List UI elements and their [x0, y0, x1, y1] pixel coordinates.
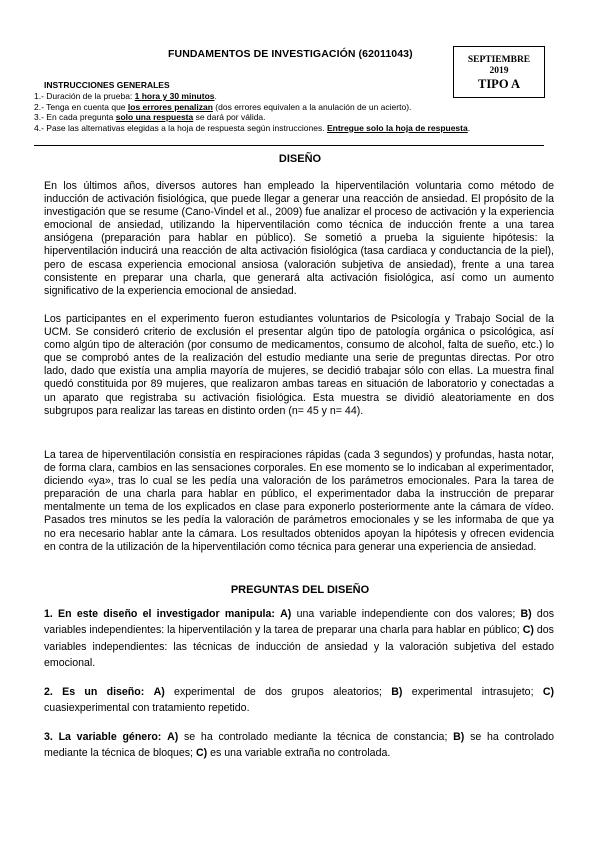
question-1: 1. En este diseño el investigador manipula: A) una variable independiente con dos valores; B) dos variables independientes: la hiperventilación y la tarea de preparar una charla para hablar en público; C) dos variables independientes: las técnicas de inducción de ansiedad y la valoración subjetiva del estado emocional.: [44, 608, 555, 669]
instruction-emphasis: 1 hora y 30 minutos: [134, 91, 215, 101]
instruction-item: 3.- En cada pregunta solo una respuesta se dará por válida.: [34, 112, 266, 123]
design-heading: DISEÑO: [278, 153, 322, 165]
instruction-emphasis: los errores penalizan: [127, 101, 213, 112]
instruction-item: 2.- Tenga en cuenta que los errores penalizan (dos errores equivalen a la anulación de un acierto).: [34, 101, 412, 112]
design-paragraph: La tarea de hiperventilación consistía en respiraciones rápidas (cada 3 segundos) y profundas, hasta notar, de forma clara, cambios en las sensaciones corporales. En ese momento se lo indicaban al experimentador, diciendo «ya», tras lo cual se les pedía una valoración de los parámetros emocionales. Para la tarea de preparación de una charla para hablar en público, el experimentador daba la instrucción de preparar mentalmente un tema de los explicados en clase para exponerlo posteriormente ante la cámara de vídeo. Pasados tres minutos se les pedía la valoración de parámetros emocionales y se les informaba de que ya no era necesario hablar ante la cámara. Los resultados obtenidos apoyan la hipótesis y ofrecen evidencia en contra de la utilización de la hiperventilación como técnica para generar una experiencia de ansiedad.: [44, 449, 554, 553]
questions-heading: PREGUNTAS DEL DISEÑO: [230, 584, 370, 596]
instruction-emphasis: Entregue solo la hoja de respuesta: [326, 122, 468, 133]
design-paragraph: En los últimos años, diversos autores han empleado la hiperventilación voluntaria como método de inducción de activación fisiológica, que puede llegar a generar una reacción de ansiedad. El propósito de la investigación que se resume (Cano-Vindel et al., 2009) fue analizar el proceso de activación y la experiencia emocional de ansiedad, utilizando la hiperventilación como técnica de inducción frente a una tarea ansiógena (preparación para hablar en público). Se sometió a prueba la siguiente hipótesis: la hiperventilación inducirá una reacción de alta activación fisiológica (tasa cardiaca y conductancia de la piel), pero de escasa experiencia emocional ansiosa (valoración subjetiva de ansiedad), frente a una tarea consistente en preparar una charla, que generará alta activación fisiológica, así como un aumento significativo de la experiencia emocional de ansiedad.: [44, 180, 554, 297]
question-2: 2. Es un diseño: A) experimental de dos grupos aleatorios; B) experimental intrasujeto; C) cuasiexperimental con tratamiento repetido.: [44, 686, 554, 715]
question-3: 3. La variable género: A) se ha controlado mediante la técnica de constancia; B) se ha controlado mediante la técnica de bloques; C) es una variable extraña no controlada.: [44, 731, 554, 760]
instruction-item: 4.- Pase las alternativas elegidas a la hoja de respuesta según instrucciones. Entregue solo la hoja de respuesta.: [34, 122, 471, 133]
instructions-list: [34, 91, 564, 133]
instructions-title: INSTRUCCIONES GENERALES: [44, 80, 170, 90]
design-paragraph: Los participantes en el experimento fueron estudiantes voluntarios de Psicología y Trabajo Social de la UCM. Se consideró criterio de exclusión el presentar algún tipo de patología orgánica o psicológica, así como algún tipo de alteración (por consumo de medicamentos, consumo de alcohol, falta de sueño, etc.) lo que se comprobó antes de la realización del estudio mediante una serie de preguntas directas. Por otro lado, dado que existía una amplia mayoría de mujeres, se decidió trabajar sólo con ellas. La muestra final quedó constituida por 89 mujeres, que realizaron ambas tareas en situación de laboratorio y conectadas a un aparato que registraba su activación fisiológica. Esta muestra se dividió aleatoriamente en dos subgrupos para realizar las tareas en distinto orden (n= 45 y n= 44).: [44, 313, 554, 417]
exam-month: SEPTIEMBRE: [467, 55, 531, 65]
exam-year: 2019: [489, 66, 509, 76]
exam-title: FUNDAMENTOS DE INVESTIGACIÓN (62011043): [168, 48, 413, 60]
question-stem: 3. La variable género:: [44, 731, 162, 743]
horizontal-divider: [34, 145, 544, 146]
instruction-emphasis: solo una respuesta: [115, 112, 194, 123]
question-stem: 2. Es un diseño:: [44, 686, 145, 698]
question-stem: 1. En este diseño el investigador manipula:: [44, 608, 275, 620]
exam-type: TIPO A: [477, 77, 521, 91]
instruction-item: 1.- Duración de la prueba: 1 hora y 30 minutos.: [34, 91, 217, 101]
